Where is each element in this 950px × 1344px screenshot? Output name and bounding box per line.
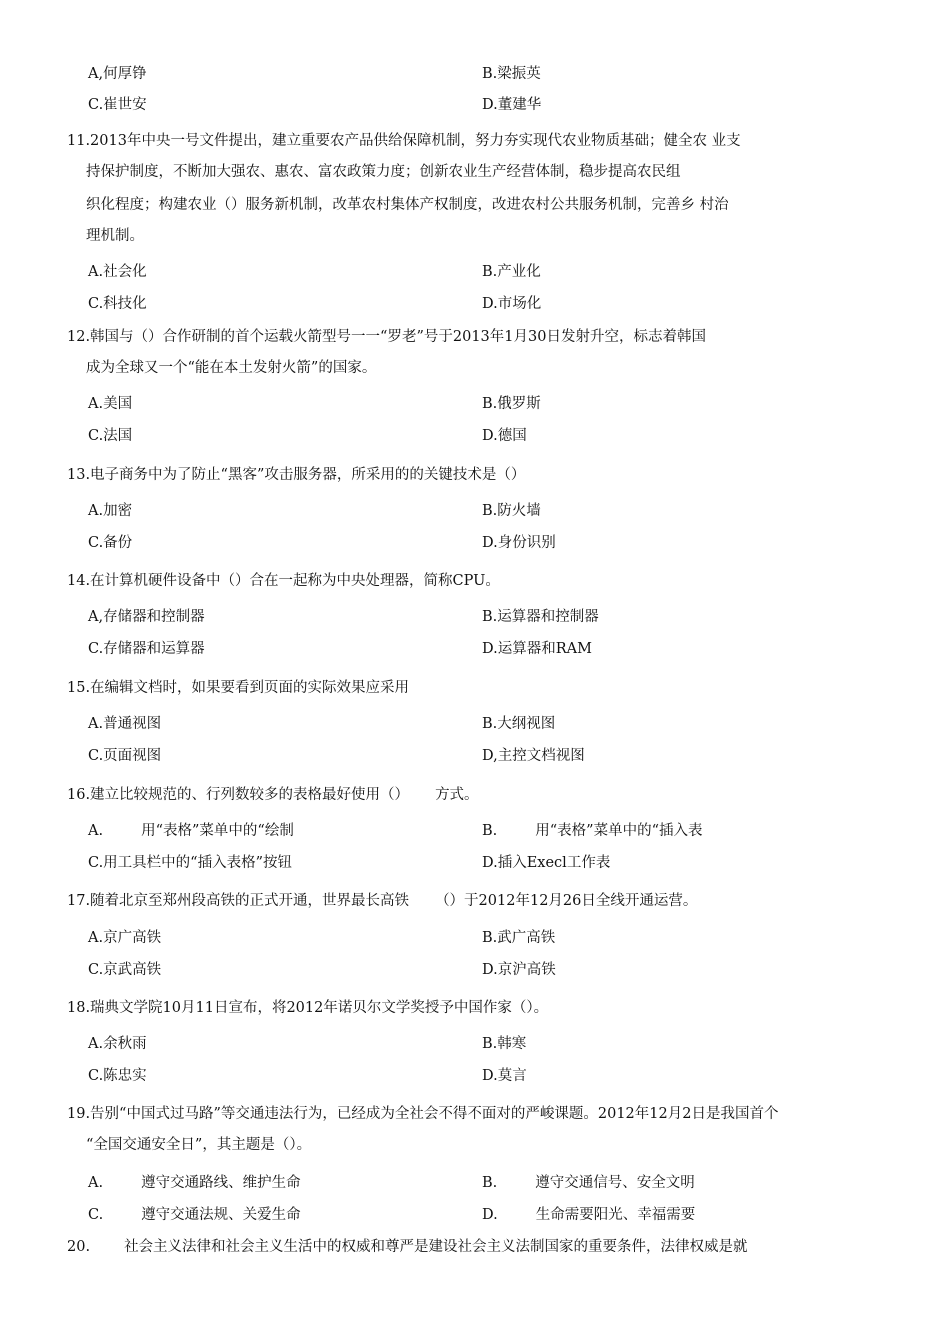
q20-text: 社会主义法律和社会主义生活中的权威和尊严是建设社会主义法制国家的重要条件，法律权威是就 [124, 1239, 748, 1255]
q17-text-line1 [67, 891, 697, 911]
q18-text-line1: 18.瑞典文学院10月11日宣布，将2012年诺贝尔文学奖授予中国作家（）。 [67, 1000, 549, 1016]
q11-text-line4: 理机制。 [86, 228, 144, 244]
q16-option-b [482, 821, 703, 841]
q17-text-part2: （）于2012年12月26日全线开通运营。 [435, 893, 698, 909]
q11-option-b: B.产业化 [482, 264, 541, 280]
q19-text-line2: “全国交通安全日”，其主题是（）。 [86, 1137, 312, 1153]
q16-option-d: D.插入Execl工作表 [482, 855, 611, 871]
q12-option-c: C.法国 [88, 428, 133, 444]
q10-option-a: A,何厚铮 [88, 66, 147, 82]
q16-text-part2: 方式。 [435, 787, 479, 803]
q13-option-d: D.身份识别 [482, 535, 556, 551]
q14-option-a: A,存储器和控制器 [88, 609, 205, 625]
q18-option-b: B.韩寒 [482, 1036, 527, 1052]
q19-option-a [88, 1173, 301, 1193]
q17-option-c: C.京武高铁 [88, 962, 162, 978]
q19-option-a-text: 遵守交通路线、维护生命 [141, 1175, 301, 1191]
q19-option-c [88, 1205, 301, 1225]
q11-option-d: D.市场化 [482, 296, 542, 312]
q19-option-d [482, 1205, 695, 1225]
q17-option-d: D.京沪高铁 [482, 962, 556, 978]
q10-option-d: D.董建华 [482, 97, 542, 113]
q19-option-b-text: 遵守交通信号、安全文明 [535, 1175, 695, 1191]
q16-option-a-text: 用“表格”菜单中的“绘制 [141, 823, 294, 839]
q14-option-d: D.运算器和RAM [482, 641, 592, 657]
q16-text-line1 [67, 785, 479, 805]
q20-number: 20. [67, 1239, 91, 1255]
q14-option-b: B.运算器和控制器 [482, 609, 599, 625]
q13-option-c: C.备份 [88, 535, 133, 551]
q19-option-b-letter: B. [482, 1175, 498, 1191]
q16-option-b-letter: B. [482, 823, 498, 839]
q19-text-line1: 19.告别“中国式过马路”等交通违法行为，已经成为全社会不得不面对的严峻课题。2012年12月2日是我国首个 [67, 1106, 779, 1122]
q13-text-line1: 13.电子商务中为了防止“黑客”攻击服务器，所采用的的关键技术是（） [67, 467, 526, 483]
q12-text-line2: 成为全球又一个“能在本土发射火箭”的国家。 [86, 360, 377, 376]
q18-option-a: A.余秋雨 [88, 1036, 147, 1052]
q15-option-a: A.普通视图 [88, 716, 162, 732]
q16-text-part1: 16.建立比较规范的、行列数较多的表格最好使用（） [67, 787, 410, 803]
q18-option-d: D.莫言 [482, 1068, 527, 1084]
q11-text-line2: 持保护制度，不断加大强农、惠农、富农政策力度；创新农业生产经营体制，稳步提高农民组 [86, 164, 681, 180]
q15-option-d: D,主控文档视图 [482, 748, 585, 764]
q11-option-c: C.科技化 [88, 296, 147, 312]
q10-option-c: C.崔世安 [88, 97, 147, 113]
q11-option-a: A.社会化 [88, 264, 147, 280]
q12-option-a: A.美国 [88, 396, 133, 412]
q19-option-d-text: 生命需要阳光、幸福需要 [535, 1207, 696, 1223]
q11-text-line3: 织化程度；构建农业（）服务新机制，改革农村集体产权制度，改进农村公共服务机制，完善乡 村治 [86, 197, 729, 213]
q17-option-b: B.武广高铁 [482, 930, 556, 946]
q15-option-b: B.大纲视图 [482, 716, 556, 732]
q14-option-c: C.存储器和运算器 [88, 641, 205, 657]
q14-text-line1: 14.在计算机硬件设备中（）合在一起称为中央处理器，简称CPU。 [67, 573, 500, 589]
q16-option-a-letter: A. [88, 823, 104, 839]
q19-option-b [482, 1173, 695, 1193]
q16-option-b-text: 用“表格”菜单中的“插入表 [535, 823, 703, 839]
q19-option-c-text: 遵守交通法规、关爱生命 [141, 1207, 301, 1223]
q13-option-b: B.防火墙 [482, 503, 541, 519]
q12-text-line1: 12.韩国与（）合作研制的首个运载火箭型号一一“罗老”号于2013年1月30日发射升空，标志着韩国 [67, 329, 706, 345]
q17-text-part1: 17.随着北京至郑州段高铁的正式开通，世界最长高铁 [67, 893, 410, 909]
q11-text-line1: 11.2013年中央一号文件提出，建立重要农产品供给保障机制，努力夯实现代农业物质基础；健全农 业支 [67, 133, 741, 149]
q15-option-c: C.页面视图 [88, 748, 162, 764]
q12-option-d: D.德国 [482, 428, 527, 444]
q12-option-b: B.俄罗斯 [482, 396, 541, 412]
q13-option-a: A.加密 [88, 503, 133, 519]
q16-option-a [88, 821, 294, 841]
q20-text-line1 [67, 1237, 748, 1257]
q19-option-d-letter: D. [482, 1207, 498, 1223]
q10-option-b: B.梁振英 [482, 66, 541, 82]
q19-option-c-letter: C. [88, 1207, 104, 1223]
q15-text-line1: 15.在编辑文档时，如果要看到页面的实际效果应采用 [67, 680, 410, 696]
q17-option-a: A.京广高铁 [88, 930, 162, 946]
q18-option-c: C.陈忠实 [88, 1068, 147, 1084]
q16-option-c: C.用工具栏中的“插入表格”按钮 [88, 855, 293, 871]
q19-option-a-letter: A. [88, 1175, 104, 1191]
